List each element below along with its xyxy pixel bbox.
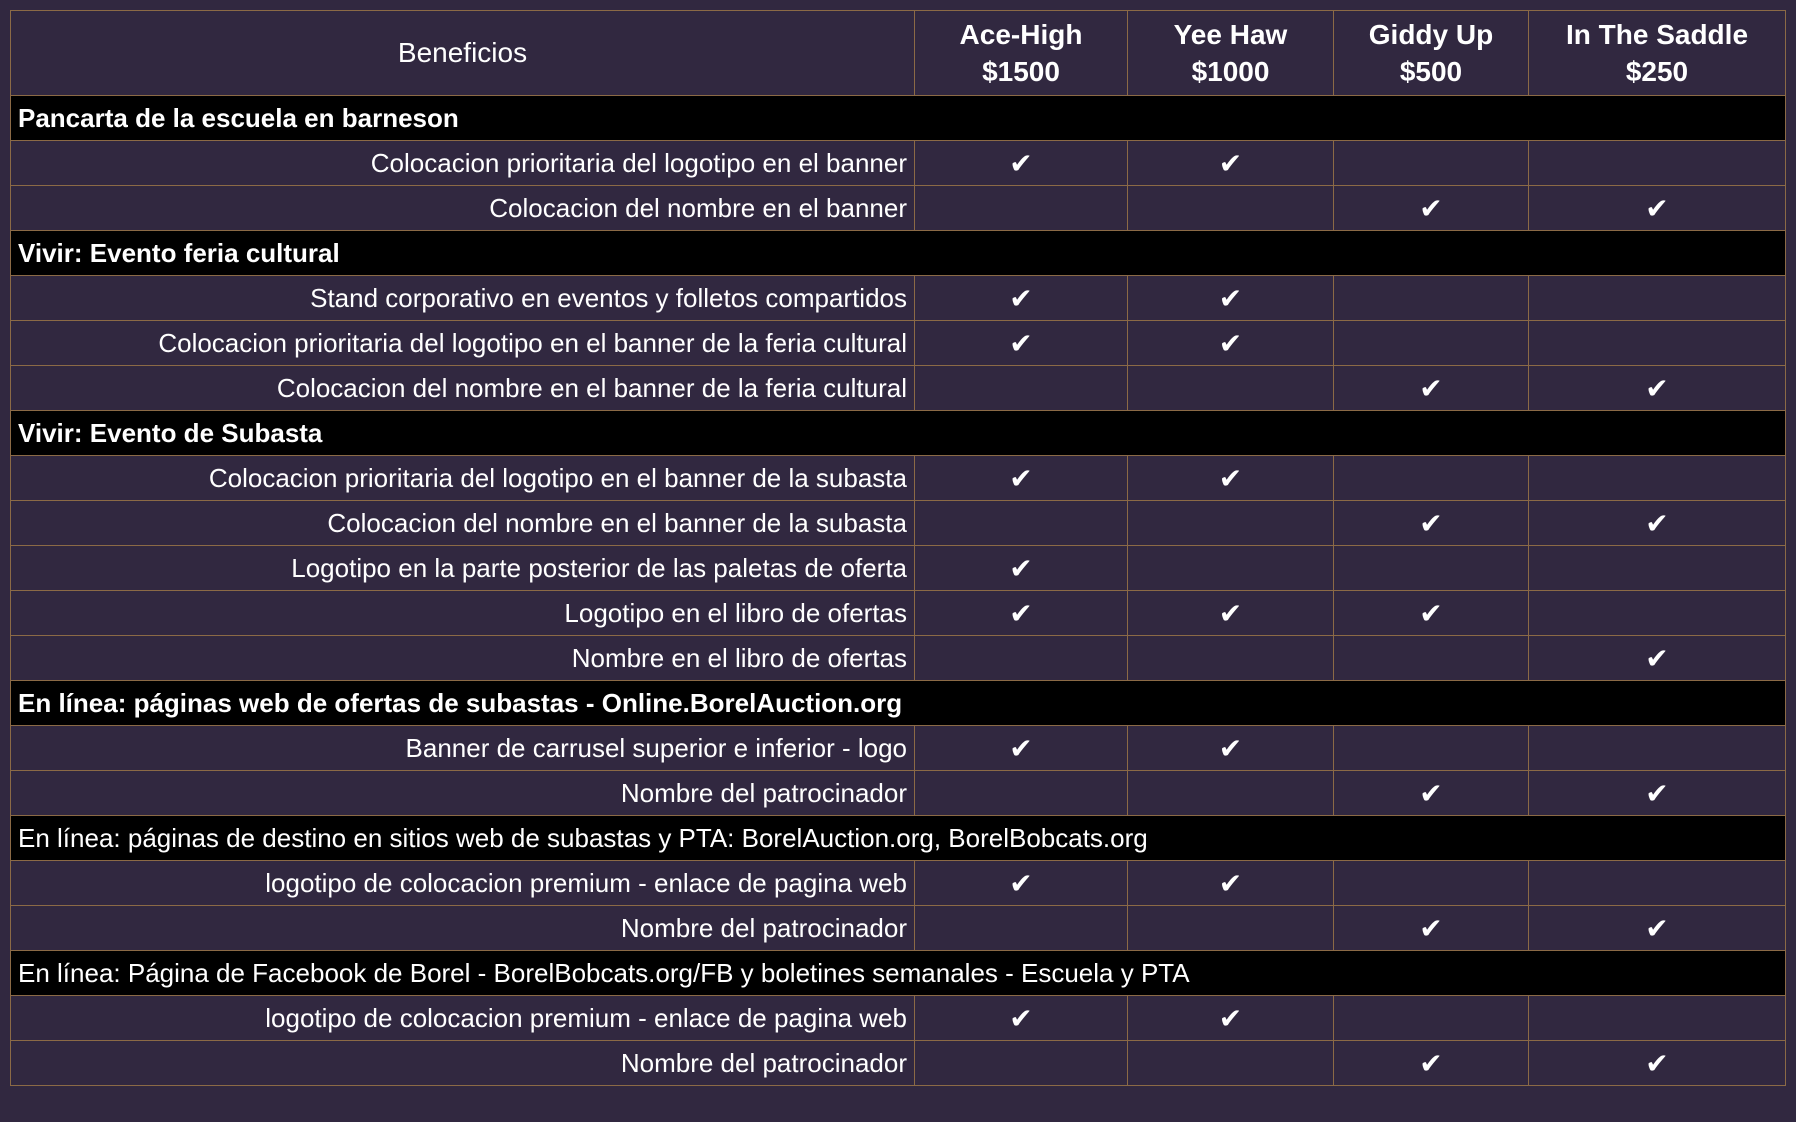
empty-cell: [1334, 861, 1529, 906]
checkmark-icon: ✔: [915, 591, 1128, 636]
checkmark-icon: ✔: [915, 726, 1128, 771]
empty-cell: [1529, 591, 1786, 636]
empty-cell: [1529, 861, 1786, 906]
section-title: En línea: páginas de destino en sitios web de subastas y PTA: BorelAuction.org, BorelBobcats.org: [11, 816, 1786, 861]
tier-price: $1000: [1191, 56, 1270, 87]
tier-header-giddy-up: [1334, 11, 1529, 96]
section-row: [11, 411, 1786, 456]
benefit-row: [11, 771, 1786, 816]
tier-header-in-the-saddle: [1529, 11, 1786, 96]
section-title: Vivir: Evento feria cultural: [11, 231, 1786, 276]
section-title: En línea: Página de Facebook de Borel - BorelBobcats.org/FB y boletines semanales - Escuela y PTA: [11, 951, 1786, 996]
benefit-label: Logotipo en el libro de ofertas: [11, 591, 915, 636]
empty-cell: [1128, 501, 1334, 546]
benefit-row: [11, 1041, 1786, 1086]
empty-cell: [1334, 276, 1529, 321]
benefit-row: [11, 321, 1786, 366]
checkmark-icon: ✔: [1529, 186, 1786, 231]
empty-cell: [1334, 321, 1529, 366]
checkmark-icon: ✔: [1334, 591, 1529, 636]
header-row: [11, 11, 1786, 96]
tier-name: Giddy Up: [1368, 19, 1494, 50]
benefit-row: [11, 636, 1786, 681]
tier-price: $250: [1625, 56, 1689, 87]
benefits-column-header: Beneficios: [11, 11, 915, 96]
checkmark-icon: ✔: [1529, 906, 1786, 951]
section-row: [11, 681, 1786, 726]
checkmark-icon: ✔: [915, 276, 1128, 321]
tier-name: Ace-High: [959, 19, 1083, 50]
checkmark-icon: ✔: [1334, 366, 1529, 411]
checkmark-icon: ✔: [1128, 456, 1334, 501]
empty-cell: [915, 186, 1128, 231]
section-title: En línea: páginas web de ofertas de subastas - Online.BorelAuction.org: [11, 681, 1786, 726]
empty-cell: [1529, 456, 1786, 501]
benefit-label: logotipo de colocacion premium - enlace de pagina web: [11, 996, 915, 1041]
sponsorship-benefits-table: [10, 10, 1786, 1086]
benefit-row: [11, 456, 1786, 501]
checkmark-icon: ✔: [1334, 501, 1529, 546]
benefit-label: Colocacion del nombre en el banner de la subasta: [11, 501, 915, 546]
empty-cell: [1334, 456, 1529, 501]
empty-cell: [1529, 996, 1786, 1041]
benefit-row: [11, 276, 1786, 321]
empty-cell: [1128, 906, 1334, 951]
benefit-row: [11, 186, 1786, 231]
benefit-row: [11, 546, 1786, 591]
benefit-row: [11, 501, 1786, 546]
benefit-label: Nombre del patrocinador: [11, 1041, 915, 1086]
benefit-row: [11, 591, 1786, 636]
checkmark-icon: ✔: [1128, 861, 1334, 906]
benefit-row: [11, 726, 1786, 771]
benefit-label: Nombre del patrocinador: [11, 906, 915, 951]
checkmark-icon: ✔: [1334, 1041, 1529, 1086]
empty-cell: [1128, 186, 1334, 231]
tier-header-yee-haw: [1128, 11, 1334, 96]
checkmark-icon: ✔: [915, 456, 1128, 501]
empty-cell: [1334, 141, 1529, 186]
checkmark-icon: ✔: [1529, 771, 1786, 816]
checkmark-icon: ✔: [915, 546, 1128, 591]
empty-cell: [1128, 546, 1334, 591]
benefit-row: [11, 861, 1786, 906]
section-row: [11, 231, 1786, 276]
benefit-label: Colocacion del nombre en el banner de la feria cultural: [11, 366, 915, 411]
benefit-label: Colocacion prioritaria del logotipo en el banner de la feria cultural: [11, 321, 915, 366]
tier-name: Yee Haw: [1173, 19, 1288, 50]
tier-price: $1500: [982, 56, 1060, 87]
checkmark-icon: ✔: [1128, 276, 1334, 321]
checkmark-icon: ✔: [1529, 501, 1786, 546]
empty-cell: [1334, 726, 1529, 771]
empty-cell: [915, 501, 1128, 546]
checkmark-icon: ✔: [1128, 726, 1334, 771]
section-title: Pancarta de la escuela en barneson: [11, 96, 1786, 141]
checkmark-icon: ✔: [1128, 141, 1334, 186]
empty-cell: [915, 906, 1128, 951]
checkmark-icon: ✔: [1529, 636, 1786, 681]
checkmark-icon: ✔: [1334, 771, 1529, 816]
empty-cell: [1529, 321, 1786, 366]
benefit-label: Stand corporativo en eventos y folletos compartidos: [11, 276, 915, 321]
benefit-row: [11, 366, 1786, 411]
checkmark-icon: ✔: [1128, 591, 1334, 636]
checkmark-icon: ✔: [915, 321, 1128, 366]
empty-cell: [1529, 141, 1786, 186]
empty-cell: [1128, 636, 1334, 681]
empty-cell: [915, 366, 1128, 411]
empty-cell: [1529, 726, 1786, 771]
benefit-label: Logotipo en la parte posterior de las paletas de oferta: [11, 546, 915, 591]
tier-price: $500: [1399, 56, 1463, 87]
checkmark-icon: ✔: [915, 141, 1128, 186]
checkmark-icon: ✔: [915, 861, 1128, 906]
benefit-row: [11, 141, 1786, 186]
tier-name: In The Saddle: [1565, 19, 1749, 50]
benefit-label: Nombre en el libro de ofertas: [11, 636, 915, 681]
section-row: [11, 951, 1786, 996]
section-row: [11, 816, 1786, 861]
empty-cell: [915, 771, 1128, 816]
checkmark-icon: ✔: [1334, 906, 1529, 951]
empty-cell: [915, 636, 1128, 681]
benefit-row: [11, 996, 1786, 1041]
empty-cell: [1334, 636, 1529, 681]
benefit-label: Banner de carrusel superior e inferior - logo: [11, 726, 915, 771]
benefit-label: logotipo de colocacion premium - enlace de pagina web: [11, 861, 915, 906]
checkmark-icon: ✔: [1334, 186, 1529, 231]
checkmark-icon: ✔: [1529, 1041, 1786, 1086]
empty-cell: [1128, 771, 1334, 816]
empty-cell: [1334, 996, 1529, 1041]
checkmark-icon: ✔: [1128, 996, 1334, 1041]
tier-header-ace-high: [915, 11, 1128, 96]
empty-cell: [1529, 276, 1786, 321]
checkmark-icon: ✔: [915, 996, 1128, 1041]
empty-cell: [1529, 546, 1786, 591]
section-row: [11, 96, 1786, 141]
empty-cell: [1334, 546, 1529, 591]
benefit-label: Colocacion prioritaria del logotipo en el banner de la subasta: [11, 456, 915, 501]
section-title: Vivir: Evento de Subasta: [11, 411, 1786, 456]
checkmark-icon: ✔: [1128, 321, 1334, 366]
empty-cell: [1128, 366, 1334, 411]
checkmark-icon: ✔: [1529, 366, 1786, 411]
empty-cell: [915, 1041, 1128, 1086]
benefit-row: [11, 906, 1786, 951]
empty-cell: [1128, 1041, 1334, 1086]
benefit-label: Colocacion del nombre en el banner: [11, 186, 915, 231]
benefit-label: Nombre del patrocinador: [11, 771, 915, 816]
table-body: [11, 96, 1786, 1086]
benefit-label: Colocacion prioritaria del logotipo en el banner: [11, 141, 915, 186]
